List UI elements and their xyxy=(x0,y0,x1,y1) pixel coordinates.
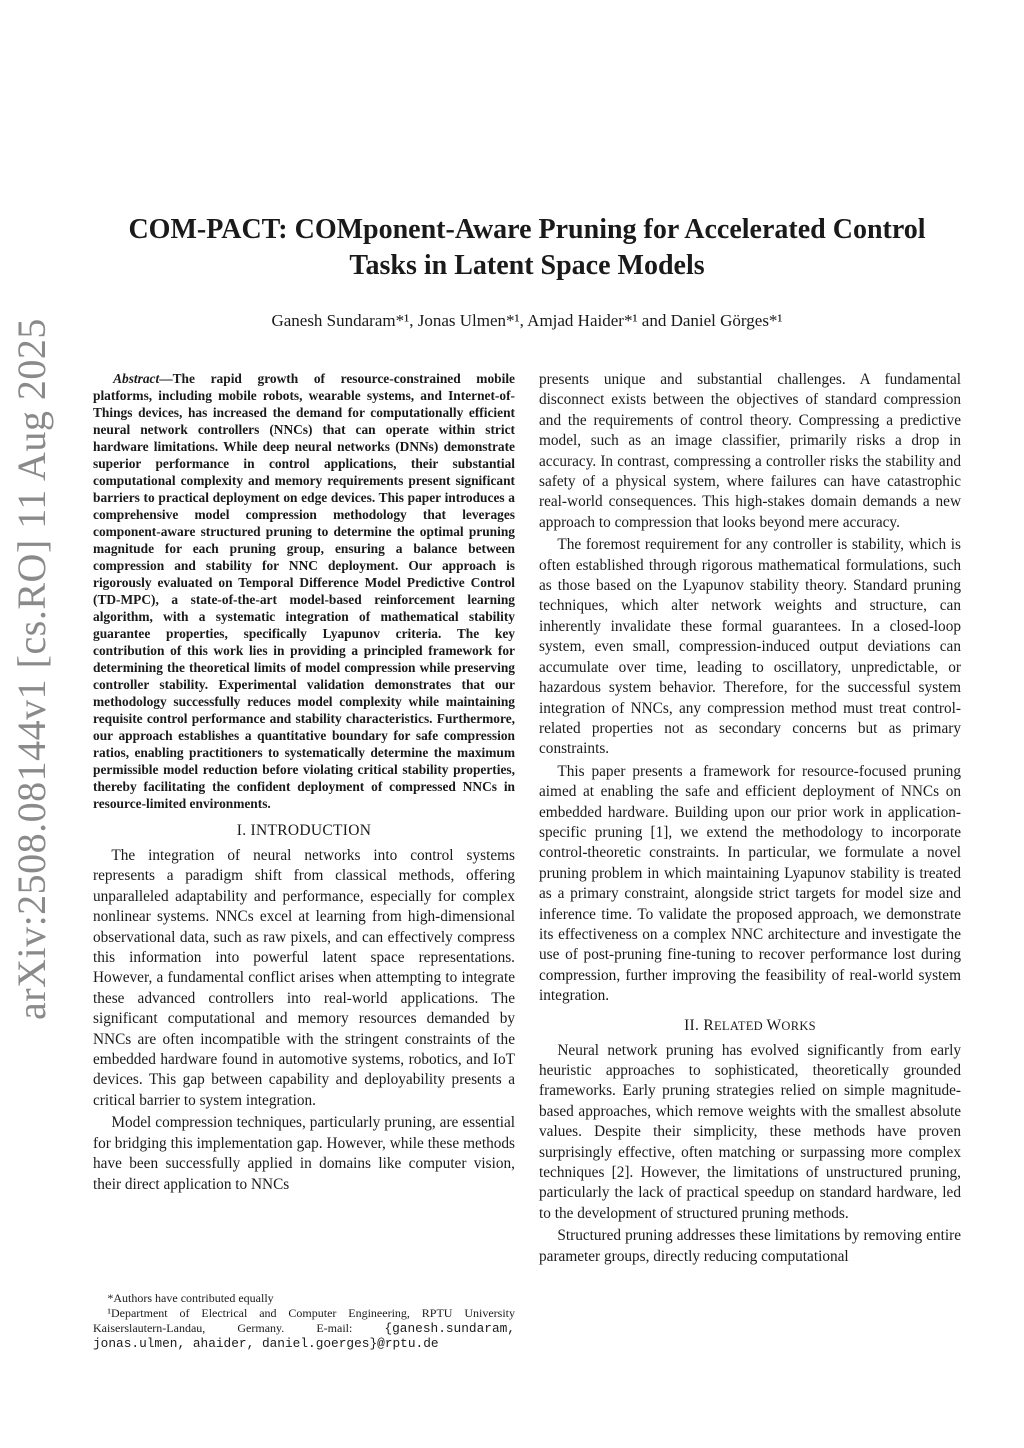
section2-smallcaps-1: ELATED xyxy=(714,1018,767,1033)
section2-smallcaps-2: ORKS xyxy=(781,1018,816,1033)
section-heading-introduction: I. INTRODUCTION xyxy=(236,822,372,839)
arxiv-identifier: arXiv:2508.08144v1 [cs.RO] 11 Aug 2025 xyxy=(9,318,54,1020)
footnote-affiliation-text: ¹Department of Electrical and Computer Engineering, RPTU University Kaiserslautern-Landau, Germany. E-mail: xyxy=(93,1306,515,1335)
title-line-2: Tasks in Latent Space Models xyxy=(349,250,705,281)
author-list: Ganesh Sundaram*¹, Jonas Ulmen*¹, Amjad Haider*¹ and Daniel Görges*¹ xyxy=(271,311,783,330)
paper-title xyxy=(90,212,964,284)
footnotes xyxy=(93,1291,515,1351)
footnote-affiliation xyxy=(93,1306,515,1351)
right-column xyxy=(539,370,961,1267)
footnote-email: {ganesh.sundaram, jonas.ulmen, ahaider, daniel.goerges}@rptu.de xyxy=(93,1321,515,1351)
section2-w: W xyxy=(766,1016,782,1034)
abstract xyxy=(93,370,515,812)
section2-num: II. R xyxy=(684,1016,714,1034)
intro-paragraph-1: The integration of neural networks into control systems represents a paradigm shift from classical methods, offering unparalleled adaptability and performance, especially for complex nonlinear systems. NNCs excel at learning from high-dimensional observational data, such as raw pixels, and can effectively compress this information into powerful latent space representations. However, a fundamental conflict arises when attempting to integrate these advanced controllers into real-world applications. The significant computational and memory resources demanded by NNCs are often incompatible with the stringent constraints of the embedded hardware found in automotive systems, robotics, and IoT devices. This gap between capability and deployability presents a critical barrier to system integration. xyxy=(93,847,515,1109)
intro-paragraph-4: The foremost requirement for any controller is stability, which is often established through rigorous mathematical formulations, such as those based on the Lyapunov stability theory. Standard pruning techniques, which alter network weights and structure, can inherently invalidate these formal guarantees. In a closed-loop system, even small, compression-induced output deviations can accumulate over time, leading to oscillatory, unpredictable, or hazardous system behavior. Therefore, for the successful system integration of NNCs, any compression method must treat control-related properties not as secondary concerns but as primary constraints. xyxy=(539,536,961,758)
title-line-1: COM-PACT: COMponent-Aware Pruning for Accelerated Control xyxy=(128,214,926,245)
intro-paragraph-3: presents unique and substantial challenges. A fundamental disconnect exists between the objectives of standard compression and the requirements of control theory. Compressing a predictive model, such as an image classifier, primarily risks a drop in accuracy. In contrast, compressing a controller risks the stability and safety of a physical system, where failures can have catastrophic real-world consequences. This high-stakes domain demands a new approach to compression that looks beyond mere accuracy. xyxy=(539,371,961,531)
left-column xyxy=(93,370,515,1195)
intro-paragraph-2: Model compression techniques, particularly pruning, are essential for bridging this implementation gap. However, while these methods have been successfully applied in domains like computer vision, their direct application to NNCs xyxy=(93,1114,515,1193)
intro-paragraph-5: This paper presents a framework for resource-focused pruning aimed at enabling the safe and efficient deployment of NNCs on embedded hardware. Building upon our prior work in application-specific pruning [1], we extend the methodology to incorporate control-theoretic constraints. In particular, we formulate a novel pruning problem in which maintaining Lyapunov stability is treated as a primary constraint, alongside strict targets for model size and inference time. To validate the proposed approach, we demonstrate its effectiveness on a complex NNC architecture and investigate the use of post-pruning fine-tuning to recover performance lost during compression, further improving the feasibility of real-world system integration. xyxy=(539,762,961,1005)
related-paragraph-2: Structured pruning addresses these limitations by removing entire parameter groups, directly reducing computational xyxy=(539,1227,961,1265)
related-paragraph-1: Neural network pruning has evolved significantly from early heuristic approaches to sophisticated, theoretically grounded frameworks. Early pruning strategies relied on simple magnitude-based approaches, which remove weights with the smallest absolute values. Despite their simplicity, these methods have proven surprisingly effective, often matching or surpassing more complex techniques [2]. However, the limitations of unstructured pruning, particularly the lack of practical speedup on standard hardware, led to the development of structured pruning methods. xyxy=(539,1041,961,1222)
footnote-equal-contribution: *Authors have contributed equally xyxy=(107,1291,274,1305)
abstract-text: —The rapid growth of resource-constrained mobile platforms, including mobile robots, wearable systems, and Internet-of-Things devices, has increased the demand for computationally efficient neural network controllers (NNCs) that can operate within strict hardware limitations. While deep neural networks (DNNs) demonstrate superior performance in control applications, their substantial computational complexity and memory requirements present significant barriers to practical deployment on edge devices. This paper introduces a comprehensive model compression methodology that leverages component-aware structured pruning to determine the optimal pruning magnitude for each pruning group, ensuring a balance between compression and stability for NNC deployment. Our approach is rigorously evaluated on Temporal Difference Model Predictive Control (TD-MPC), a state-of-the-art model-based reinforcement learning algorithm, with a systematic integration of mathematical stability guarantee properties, specifically Lyapunov criteria. The key contribution of this work lies in providing a principled framework for determining the theoretical limits of model compression while preserving controller stability. Experimental validation demonstrates that our methodology successfully reduces model complexity while maintaining requisite control performance and stability characteristics. Furthermore, our approach establishes a quantitative boundary for safe compression ratios, enabling practitioners to systematically determine the maximum permissible model reduction before violating critical stability properties, thereby facilitating the confident deployment of compressed NNCs in resource-limited environments. xyxy=(93,371,515,811)
abstract-label: Abstract xyxy=(113,371,160,386)
section-heading-related-works xyxy=(539,1017,961,1035)
